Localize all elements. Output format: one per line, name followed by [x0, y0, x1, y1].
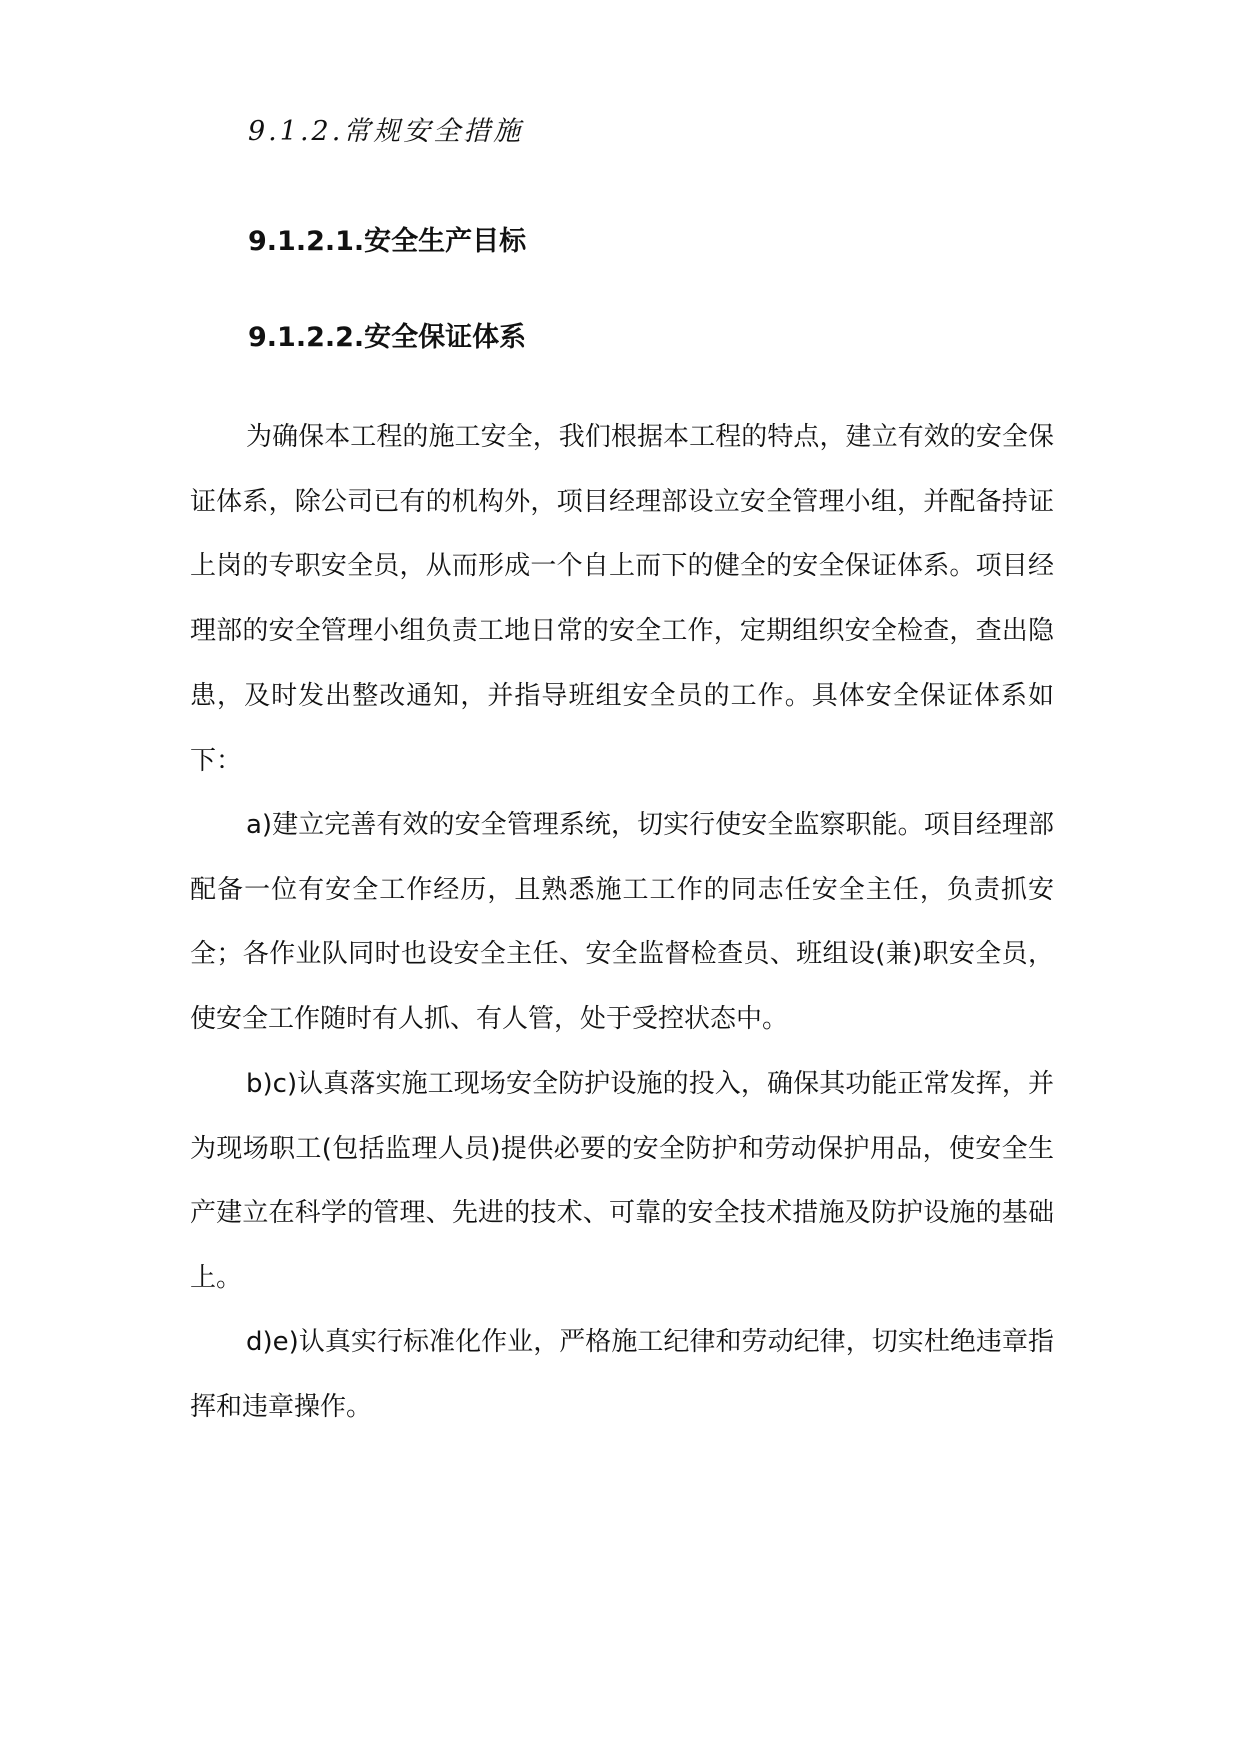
paragraph-item-de: d)e)认真实行标准化作业，严格施工纪律和劳动纪律，切实杜绝违章指挥和违章操作。 — [190, 1327, 1054, 1422]
section-heading: 9.1.2.常规安全措施 — [248, 116, 524, 147]
paragraph-intro: 为确保本工程的施工安全，我们根据本工程的特点，建立有效的安全保证体系，除公司已有的机构外，项目经理部设立安全管理小组，并配备持证上岗的专职安全员，从而形成一个自上而下的健全的安全保证体系。项目经理部的安全管理小组负责工地日常的安全工作，定期组织安全检查，查出隐患，及时发出整改通知，并指导班组安全员的工作。具体安全保证体系如下： — [190, 422, 1054, 776]
subheading-safety-system: 9.1.2.2.安全保证体系 — [248, 322, 527, 353]
paragraph-item-bc: b)c)认真落实施工现场安全防护设施的投入，确保其功能正常发挥，并为现场职工(包括监理人员)提供必要的安全防护和劳动保护用品，使安全生产建立在科学的管理、先进的技术、可靠的安全技术措施及防护设施的基础上。 — [190, 1069, 1054, 1294]
paragraph-item-a: a)建立完善有效的安全管理系统，切实行使安全监察职能。项目经理部配备一位有安全工作经历，且熟悉施工工作的同志任安全主任，负责抓安全；各作业队同时也设安全主任、安全监督检查员、班组设(兼)职安全员，使安全工作随时有人抓、有人管，处于受控状态中。 — [190, 810, 1054, 1035]
subheading-safety-goal: 9.1.2.1.安全生产目标 — [248, 226, 527, 257]
